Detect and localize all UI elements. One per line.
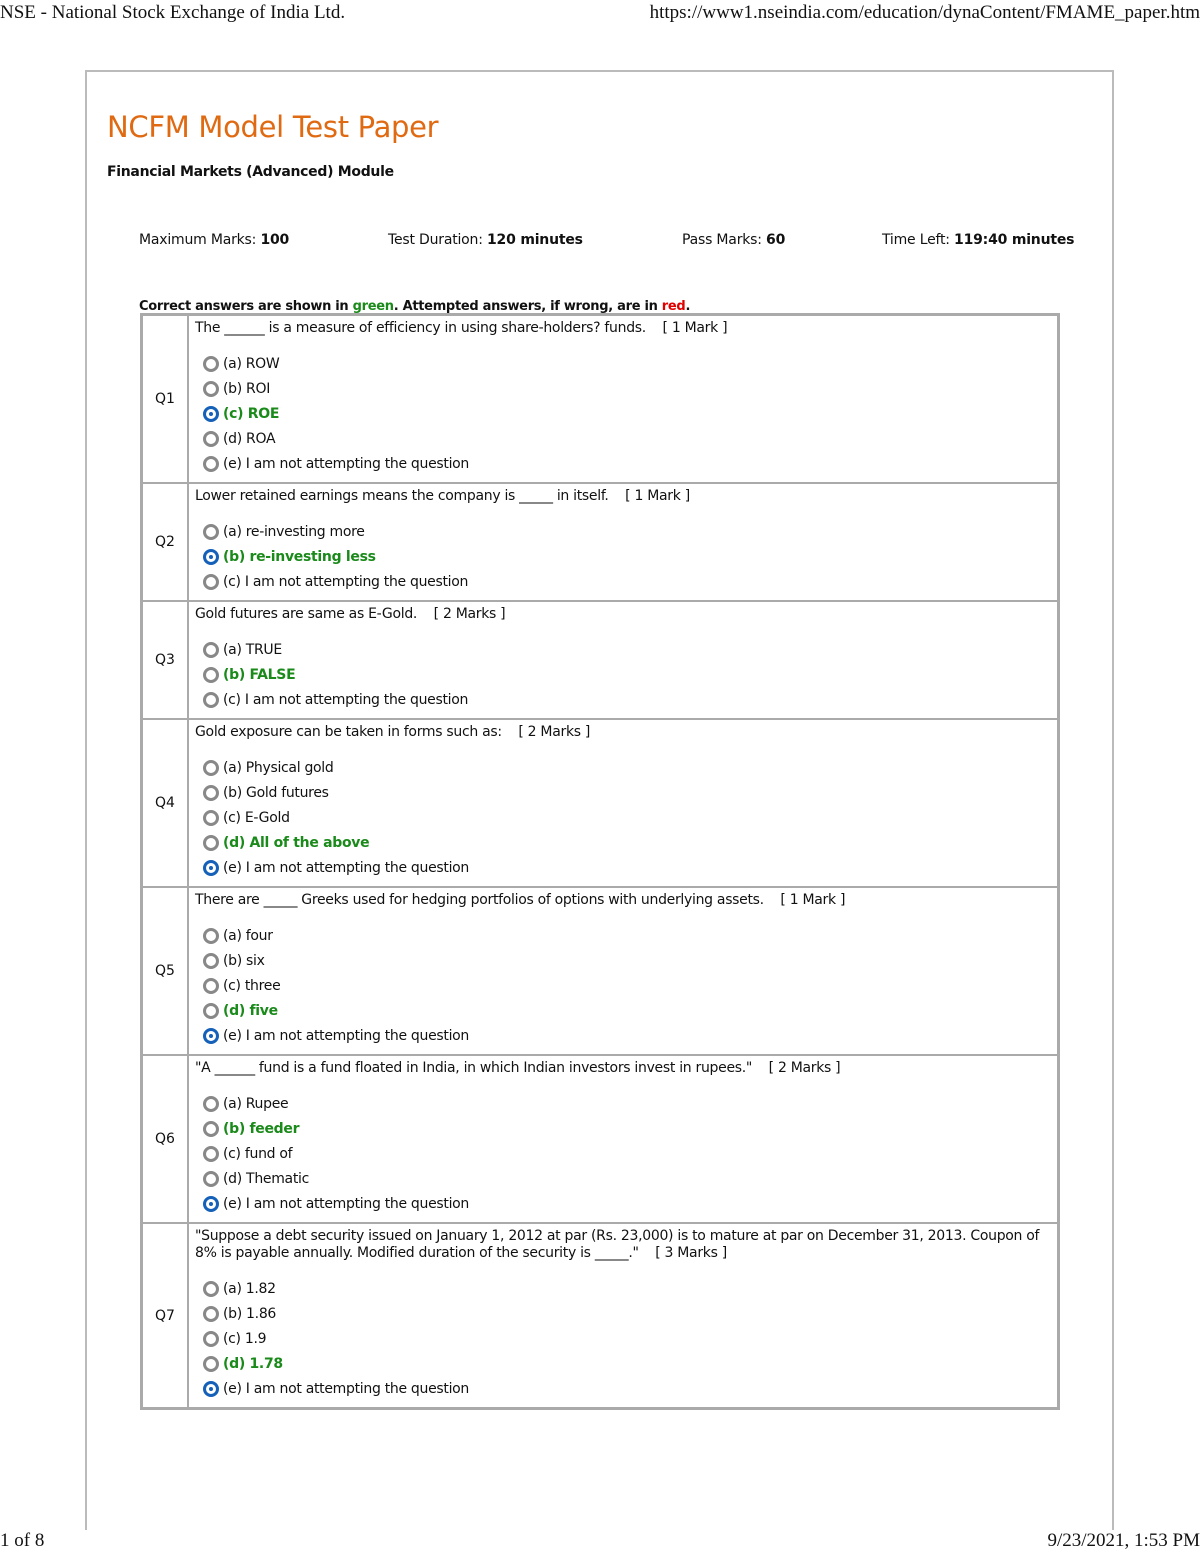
answer-option[interactable] [195,1166,1051,1191]
pass-marks-value: 60 [766,232,786,248]
answer-option[interactable] [195,1326,1051,1351]
max-marks-label: Maximum Marks: [139,232,257,248]
option-label: (c) three [223,977,281,994]
answer-option[interactable] [195,1376,1051,1401]
answer-option[interactable] [195,569,1051,594]
radio-empty-icon[interactable] [203,642,219,658]
question-row [142,887,1059,1055]
option-label: (a) Physical gold [223,759,334,776]
radio-selected-icon[interactable] [203,860,219,876]
question-text: The ______ is a measure of efficiency in using share-holders? funds. [ 1 Mark ] [195,320,728,336]
answer-option[interactable] [195,1141,1051,1166]
answer-legend [139,299,690,314]
radio-empty-icon[interactable] [203,356,219,372]
answer-option[interactable] [195,805,1051,830]
answer-option[interactable] [195,1301,1051,1326]
option-label: (a) four [223,927,273,944]
duration-label: Test Duration: [388,232,483,248]
option-label: (d) Thematic [223,1170,309,1187]
option-label: (e) I am not attempting the question [223,1380,470,1397]
question-body [188,601,1059,719]
answer-option[interactable] [195,544,1051,569]
option-label: (a) TRUE [223,641,282,658]
option-label: (a) 1.82 [223,1280,276,1297]
answer-option[interactable] [195,451,1051,476]
answer-option[interactable] [195,426,1051,451]
module-name: Financial Markets (Advanced) Module [107,164,394,180]
option-label: (d) All of the above [223,834,370,851]
legend-green: green [352,299,394,314]
pass-marks-label: Pass Marks: [682,232,762,248]
radio-empty-icon[interactable] [203,456,219,472]
legend-red: red [661,299,686,314]
option-label: (d) 1.78 [223,1355,283,1372]
question-text: "Suppose a debt security issued on January 1, 2012 at par (Rs. 23,000) is to mature at par on December 31, 2013. Coupon of 8% is payable annually. Modified duration of the security is _____." [ 3 Marks ] [195,1228,1044,1261]
radio-empty-icon[interactable] [203,1003,219,1019]
answer-option[interactable] [195,780,1051,805]
question-number: Q5 [142,887,189,1055]
option-label: (b) 1.86 [223,1305,277,1322]
page-title: NCFM Model Test Paper [107,110,439,144]
option-label: (c) ROE [223,405,280,422]
radio-empty-icon[interactable] [203,785,219,801]
answer-option[interactable] [195,1351,1051,1376]
question-body [188,719,1059,887]
radio-empty-icon[interactable] [203,810,219,826]
radio-empty-icon[interactable] [203,524,219,540]
option-label: (d) five [223,1002,278,1019]
radio-empty-icon[interactable] [203,1356,219,1372]
answer-option[interactable] [195,830,1051,855]
radio-empty-icon[interactable] [203,978,219,994]
question-row [142,483,1059,601]
question-row [142,719,1059,887]
test-duration [388,232,583,248]
radio-empty-icon[interactable] [203,1096,219,1112]
answer-option[interactable] [195,351,1051,376]
time-left [882,232,1074,248]
answer-option[interactable] [195,973,1051,998]
radio-empty-icon[interactable] [203,1331,219,1347]
answer-option[interactable] [195,948,1051,973]
legend-part3: . [685,299,691,314]
option-label: (e) I am not attempting the question [223,455,470,472]
print-datetime: 9/23/2021, 1:53 PM [1047,1530,1200,1551]
option-label: (c) I am not attempting the question [223,691,469,708]
question-body [188,1055,1059,1223]
question-row [142,315,1059,484]
option-label: (b) FALSE [223,666,296,683]
radio-empty-icon[interactable] [203,431,219,447]
answer-option[interactable] [195,401,1051,426]
radio-empty-icon[interactable] [203,667,219,683]
pass-marks [682,232,785,248]
answer-option[interactable] [195,1191,1051,1216]
option-label: (b) ROI [223,380,271,397]
print-header-title: NSE - National Stock Exchange of India Ltd. [0,2,346,23]
question-number: Q1 [142,315,189,484]
option-label: (e) I am not attempting the question [223,1027,470,1044]
radio-empty-icon[interactable] [203,928,219,944]
question-body [188,887,1059,1055]
option-label: (a) re-investing more [223,523,365,540]
question-text: Gold futures are same as E-Gold. [ 2 Marks ] [195,606,506,622]
answer-option[interactable] [195,1116,1051,1141]
option-label: (b) six [223,952,265,969]
answer-option[interactable] [195,519,1051,544]
answer-option[interactable] [195,637,1051,662]
question-number: Q4 [142,719,189,887]
option-label: (c) 1.9 [223,1330,267,1347]
radio-selected-icon[interactable] [203,549,219,565]
answer-option[interactable] [195,855,1051,880]
radio-empty-icon[interactable] [203,574,219,590]
answer-option[interactable] [195,998,1051,1023]
option-label: (c) fund of [223,1145,293,1162]
time-left-label: Time Left: [882,232,950,248]
radio-empty-icon[interactable] [203,1171,219,1187]
option-label: (b) re-investing less [223,548,376,565]
answer-option[interactable] [195,1276,1051,1301]
question-row [142,1055,1059,1223]
radio-empty-icon[interactable] [203,1146,219,1162]
radio-empty-icon[interactable] [203,1121,219,1137]
question-body [188,1223,1059,1409]
radio-empty-icon[interactable] [203,835,219,851]
option-label: (a) ROW [223,355,280,372]
question-row [142,1223,1059,1409]
max-marks [139,232,289,248]
radio-empty-icon[interactable] [203,1306,219,1322]
radio-selected-icon[interactable] [203,1381,219,1397]
time-left-value: 119:40 minutes [954,232,1075,248]
option-label: (b) Gold futures [223,784,329,801]
duration-value: 120 minutes [487,232,583,248]
legend-part1: Correct answers are shown in [139,299,353,314]
radio-selected-icon[interactable] [203,1028,219,1044]
question-row [142,601,1059,719]
answer-option[interactable] [195,1023,1051,1048]
question-text: "A ______ fund is a fund floated in India, in which Indian investors invest in rupees." [ 2 Marks ] [195,1060,841,1076]
answer-option[interactable] [195,662,1051,687]
question-number: Q7 [142,1223,189,1409]
question-body [188,483,1059,601]
legend-part2: . Attempted answers, if wrong, are in [393,299,662,314]
answer-option[interactable] [195,755,1051,780]
question-number: Q2 [142,483,189,601]
question-body [188,315,1059,484]
option-label: (b) feeder [223,1120,300,1137]
question-number: Q3 [142,601,189,719]
questions-table [140,313,1060,1410]
question-text: Gold exposure can be taken in forms such as: [ 2 Marks ] [195,724,591,740]
print-header-url: https://www1.nseindia.com/education/dynaContent/FMAME_paper.htm [649,2,1200,23]
answer-option[interactable] [195,687,1051,712]
questions-body [142,315,1059,1409]
answer-option[interactable] [195,376,1051,401]
option-label: (c) E-Gold [223,809,290,826]
radio-empty-icon[interactable] [203,692,219,708]
max-marks-value: 100 [260,232,290,248]
option-label: (e) I am not attempting the question [223,859,470,876]
question-text: There are _____ Greeks used for hedging portfolios of options with underlying assets. [ 1 Mark ] [195,892,846,908]
option-label: (d) ROA [223,430,276,447]
radio-empty-icon[interactable] [203,953,219,969]
question-text: Lower retained earnings means the company is _____ in itself. [ 1 Mark ] [195,488,690,504]
radio-selected-icon[interactable] [203,406,219,422]
radio-selected-icon[interactable] [203,1196,219,1212]
answer-option[interactable] [195,923,1051,948]
question-number: Q6 [142,1055,189,1223]
answer-option[interactable] [195,1091,1051,1116]
option-label: (c) I am not attempting the question [223,573,469,590]
radio-empty-icon[interactable] [203,760,219,776]
page-counter: 1 of 8 [0,1530,45,1551]
radio-empty-icon[interactable] [203,1281,219,1297]
radio-empty-icon[interactable] [203,381,219,397]
option-label: (e) I am not attempting the question [223,1195,470,1212]
option-label: (a) Rupee [223,1095,289,1112]
